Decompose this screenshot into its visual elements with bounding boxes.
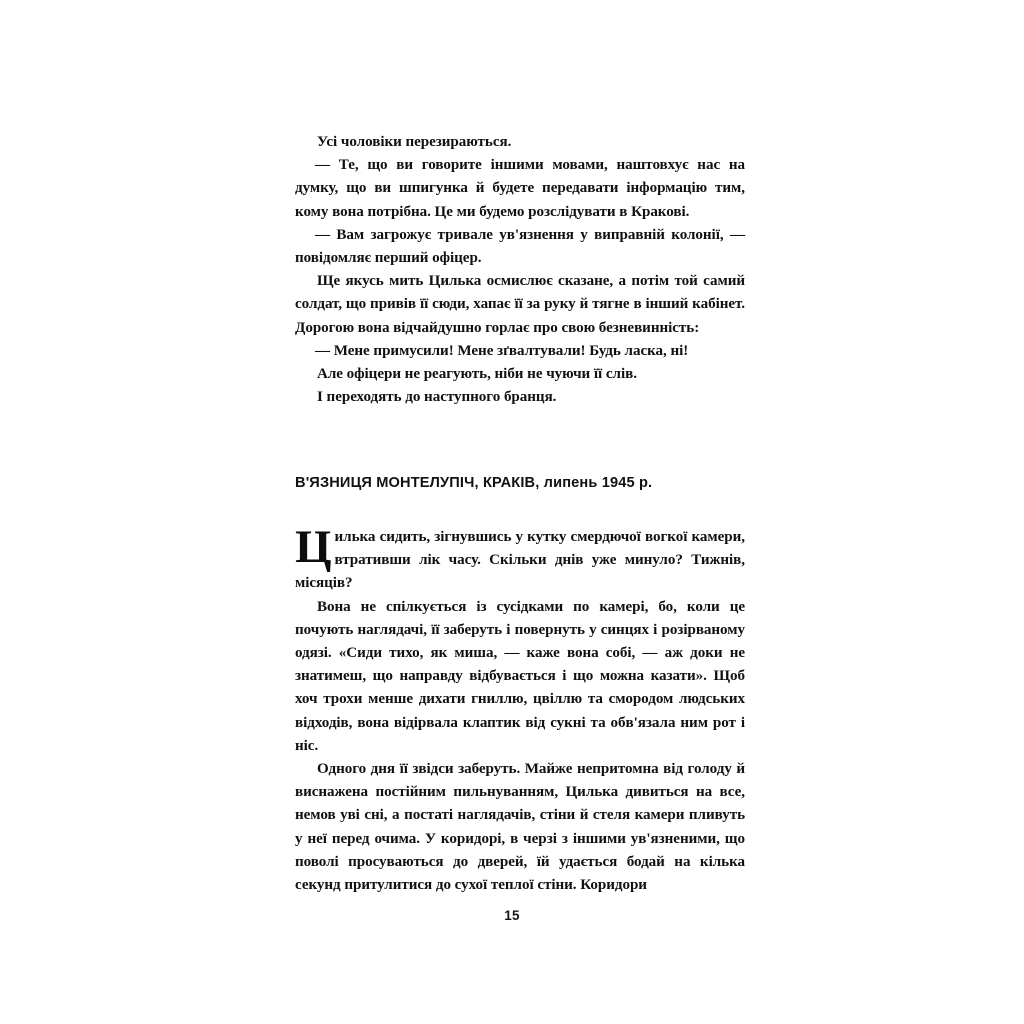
paragraph: І переходять до наступного бранця.: [317, 389, 557, 406]
paragraph: Ще якусь мить Цилька осмислює сказане, а потім той самий солдат, що привів її сюди, хапає її за руку й тягне в інший кабінет. Дорогою вона відчайдушно горлає про свою безневинність:: [295, 273, 745, 336]
paragraph: — Мене примусили! Мене зґвалтували! Будь ласка, ні!: [315, 342, 689, 359]
paragraph: Одного дня її звідси заберуть. Майже непритомна від голоду й виснажена постійним пильнуванням, Цилька дивиться на все, немов уві сні, а постаті наглядачів, стіни й стеля камери пливуть у неї перед очима. У коридорі, в черзі з іншими ув'язненими, що поволі просуваються до дверей, їй удається бодай на кілька секунд притулитися до сухої теплої стіни. Коридори: [295, 761, 745, 894]
top-text-column: [295, 131, 745, 409]
section-text-column: [295, 521, 745, 897]
paragraph: Усі чоловіки перезираються.: [317, 134, 512, 150]
paragraph: — Вам загрожує тривале ув'язнення у виправній колонії, — повідомляє перший офіцер.: [295, 226, 745, 267]
section-heading: В'ЯЗНИЦЯ МОНТЕЛУПІЧ, КРАКІВ, липень 1945 р.: [295, 475, 653, 491]
paragraph: — Те, що ви говорите іншими мовами, наштовхує нас на думку, що ви шпигунка й будете передавати інформацію тим, кому вона потрібна. Це ми будемо розслідувати в Кракові.: [295, 157, 745, 220]
paragraph-text: илька сидить, зігнувшись у кутку смердючої вогкої камери, втративши лік часу. Скільки днів уже минуло? Тижнів, місяців?: [295, 529, 745, 592]
page-number: 15: [504, 908, 520, 923]
paragraph-with-dropcap: [295, 521, 745, 596]
dropcap-letter: Ц: [295, 521, 332, 573]
paragraph: Але офіцери не реагують, ніби не чуючи її слів.: [317, 366, 637, 383]
paragraph: Вона не спілкується із сусідками по камері, бо, коли це почують наглядачі, її заберуть і повернуть у синцях і розірваному одязі. «Сиди тихо, як миша, — каже вона собі, — аж доки не знатимеш, що направду відбувається і що можна казати». Щоб хоч трохи менше дихати гниллю, цвіллю та смородом людських відходів, вона відірвала клаптик від сукні та обв'язала ним рот і ніс.: [295, 598, 745, 754]
